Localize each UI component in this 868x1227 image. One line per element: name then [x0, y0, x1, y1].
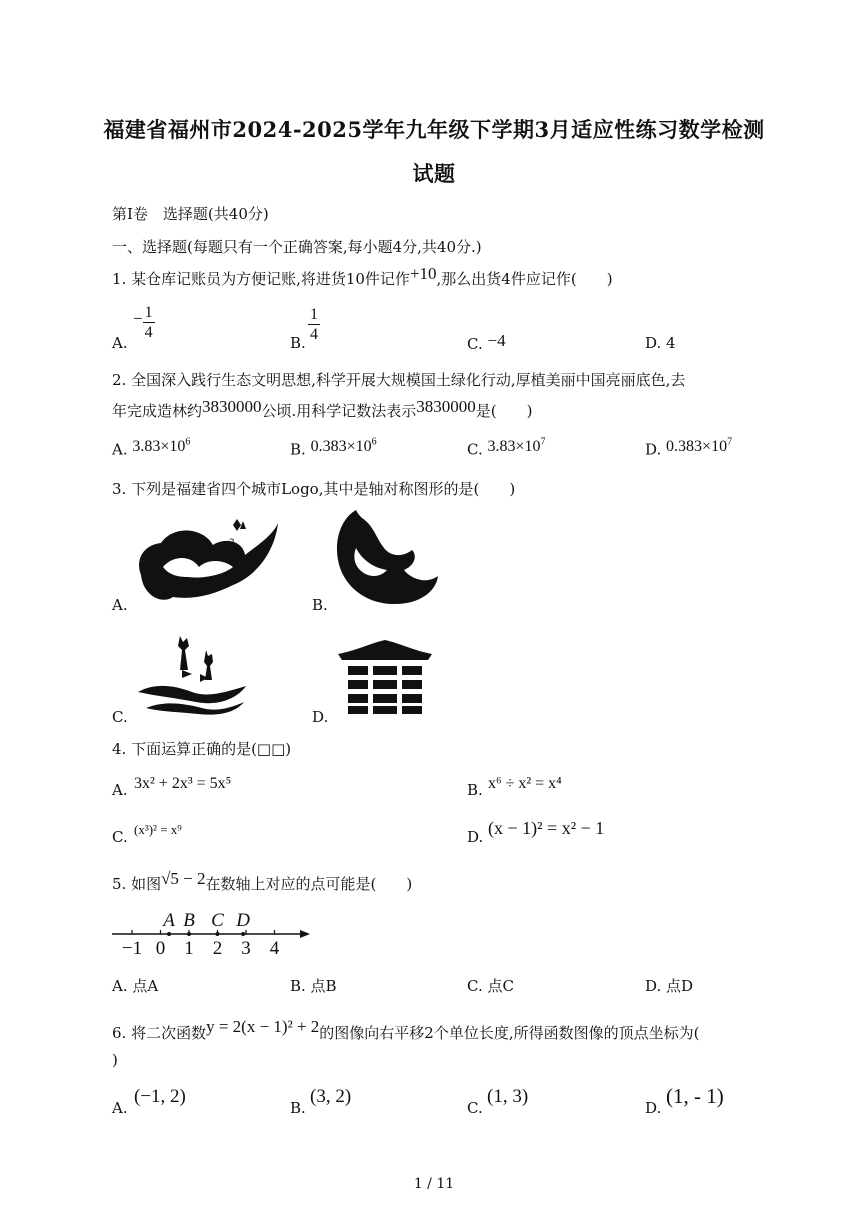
q6-option-a-value: (−1, 2): [134, 1086, 186, 1107]
q1-option-a-label: A.: [112, 334, 128, 352]
q4-option-b-expr: x⁶ ÷ x² = x⁴: [488, 775, 562, 792]
q4-option-a-expr: 3x² + 2x³ = 5x⁵: [134, 775, 232, 792]
putian-city-logo: [332, 508, 442, 606]
q1-d-val: 4: [666, 334, 676, 352]
axis-point-label: D: [236, 910, 251, 931]
q5-option-c: C. 点C: [467, 977, 514, 995]
q6-stem-b: 的图像向右平移2个单位长度,所得函数图像的顶点坐标为(: [319, 1024, 700, 1042]
q2-d-exp: 7: [727, 437, 733, 448]
axis-point-dot: [241, 932, 245, 936]
q2-option-d: [645, 437, 733, 459]
q3-option-d-label: D.: [312, 708, 329, 726]
q2-c-exp: 7: [540, 437, 546, 448]
q1-option-a-value: [133, 304, 155, 343]
arrow-right-icon: [300, 930, 310, 938]
quanzhou-city-logo: [136, 630, 248, 716]
q6-stem-math: y = 2(x − 1)² + 2: [206, 1017, 320, 1036]
q3-option-c-label: C.: [112, 708, 128, 726]
q2-d-label: D.: [645, 440, 662, 459]
q2-line1: 2. 全国深入践行生态文明思想,科学开展大规模国土绿化行动,厚植美丽中国亮丽底色,去: [112, 371, 686, 389]
axis-point-dot: [167, 932, 171, 936]
q1-option-b-value: [308, 306, 320, 345]
axis-point-dot: [216, 932, 220, 936]
q4-option-c-expr: (x³)² = x⁹: [134, 822, 182, 837]
page-title-line1: 福建省福州市2024-2025学年九年级下学期3月适应性练习数学检测: [103, 117, 765, 142]
q2-line2-a: 年完成造林约: [112, 402, 203, 420]
q1-c-label: C.: [467, 335, 483, 353]
page-title-line2: 试题: [412, 161, 456, 186]
axis-tick-label: 0: [155, 938, 166, 959]
q5-stem-b: 在数轴上对应的点可能是( ): [205, 875, 413, 893]
fuzhou-city-logo: [133, 515, 283, 607]
axis-point-label: A: [163, 910, 175, 931]
q4-option-b-label: B.: [467, 781, 483, 799]
q2-d-value: [666, 438, 732, 455]
longyan-city-logo: [338, 640, 432, 714]
q2-a-value: [132, 438, 190, 455]
q2-option-c: [467, 437, 546, 459]
svg-text:2: 2: [229, 538, 235, 548]
q2-option-a: [112, 437, 191, 459]
q5-stem: [112, 869, 413, 894]
q5-option-a: A. 点A: [112, 977, 159, 995]
q1-b-den: 4: [310, 326, 318, 343]
q4-option-d-expr: (x − 1)² = x² − 1: [488, 818, 605, 838]
q1-stem-b: ,那么出货4件应记作( ): [436, 270, 613, 288]
axis-tick-label: 3: [241, 938, 251, 959]
q6-option-c-value: (1, 3): [487, 1086, 529, 1107]
q2-b-label: B.: [290, 440, 306, 459]
q1-c-val: −4: [487, 331, 506, 350]
q2-num2: 3830000: [416, 397, 476, 416]
axis-tick-label: 4: [269, 938, 280, 959]
part-heading: 一、选择题(每题只有一个正确答案,每小题4分,共40分.): [112, 238, 482, 256]
q2-a-base: 3.83×10: [132, 438, 186, 456]
axis-point-dot: [187, 932, 191, 936]
q2-a-exp: 6: [185, 437, 191, 448]
axis-point-label: C: [211, 910, 224, 931]
q2-b-value: [311, 438, 377, 455]
q1-b-num: 1: [310, 306, 318, 323]
q1-a-den: 4: [144, 324, 153, 341]
page-number: 1 / 11: [413, 1176, 455, 1192]
q1-a-num: 1: [144, 304, 153, 321]
axis-tick-label: 1: [184, 938, 194, 959]
q1-stem-a: 1. 某仓库记账员为方便记账,将进货10件记作: [112, 270, 410, 288]
q5-option-b: B. 点B: [290, 977, 337, 995]
q4-option-a-label: A.: [112, 781, 128, 799]
q6-option-c-label: C.: [467, 1099, 483, 1117]
q2-c-label: C.: [467, 440, 483, 459]
q2-a-label: A.: [112, 440, 128, 459]
q6-option-d-label: D.: [645, 1099, 662, 1117]
q5-stem-math: √5 − 2: [161, 869, 206, 888]
q2-b-base: 0.383×10: [310, 438, 372, 456]
q2-option-b: [290, 437, 377, 459]
q3-option-b-label: B.: [312, 596, 328, 614]
section-heading: 第Ⅰ卷 选择题(共40分): [112, 205, 269, 223]
q2-b-exp: 6: [371, 437, 377, 448]
number-line: [110, 902, 320, 960]
q2-line2: [112, 397, 533, 421]
q1-stem-math: +10: [409, 264, 437, 283]
q6-stem-line2: ): [112, 1051, 118, 1069]
q4-option-d-label: D.: [467, 828, 484, 846]
axis-tick-label: 2: [212, 938, 223, 959]
q1-option-c: [467, 331, 506, 354]
q1-stem: [112, 264, 613, 289]
axis-tick-label: −1: [121, 938, 143, 959]
q6-option-d-value: (1, - 1): [666, 1084, 724, 1108]
q4-stem: 4. 下面运算正确的是(□□): [112, 740, 292, 758]
q1-a-sign: −: [133, 309, 143, 328]
q1-d-label: D.: [645, 334, 662, 352]
q5-stem-a: 5. 如图: [112, 875, 162, 893]
q6-option-a-label: A.: [112, 1099, 128, 1117]
q6-stem-a: 6. 将二次函数: [112, 1024, 207, 1042]
q2-num1: 3830000: [202, 397, 262, 416]
q2-c-value: [488, 438, 546, 455]
q6-option-b-label: B.: [290, 1099, 306, 1117]
q2-line2-c: 是( ): [475, 402, 533, 420]
axis-point-label: B: [183, 910, 195, 931]
q3-stem: 3. 下列是福建省四个城市Logo,其中是轴对称图形的是( ): [112, 480, 516, 498]
q1-option-b-label: B.: [290, 334, 306, 352]
q2-c-base: 3.83×10: [487, 438, 541, 456]
q2-line2-b: 公顷.用科学记数法表示: [261, 402, 417, 420]
q4-option-c-label: C.: [112, 828, 128, 846]
q5-option-d: D. 点D: [645, 977, 694, 995]
q6-option-b-value: (3, 2): [310, 1086, 352, 1107]
q3-option-a-label: A.: [112, 596, 128, 614]
q1-option-d: [645, 334, 676, 352]
q6-stem: [112, 1017, 700, 1043]
q2-d-base: 0.383×10: [666, 438, 728, 456]
